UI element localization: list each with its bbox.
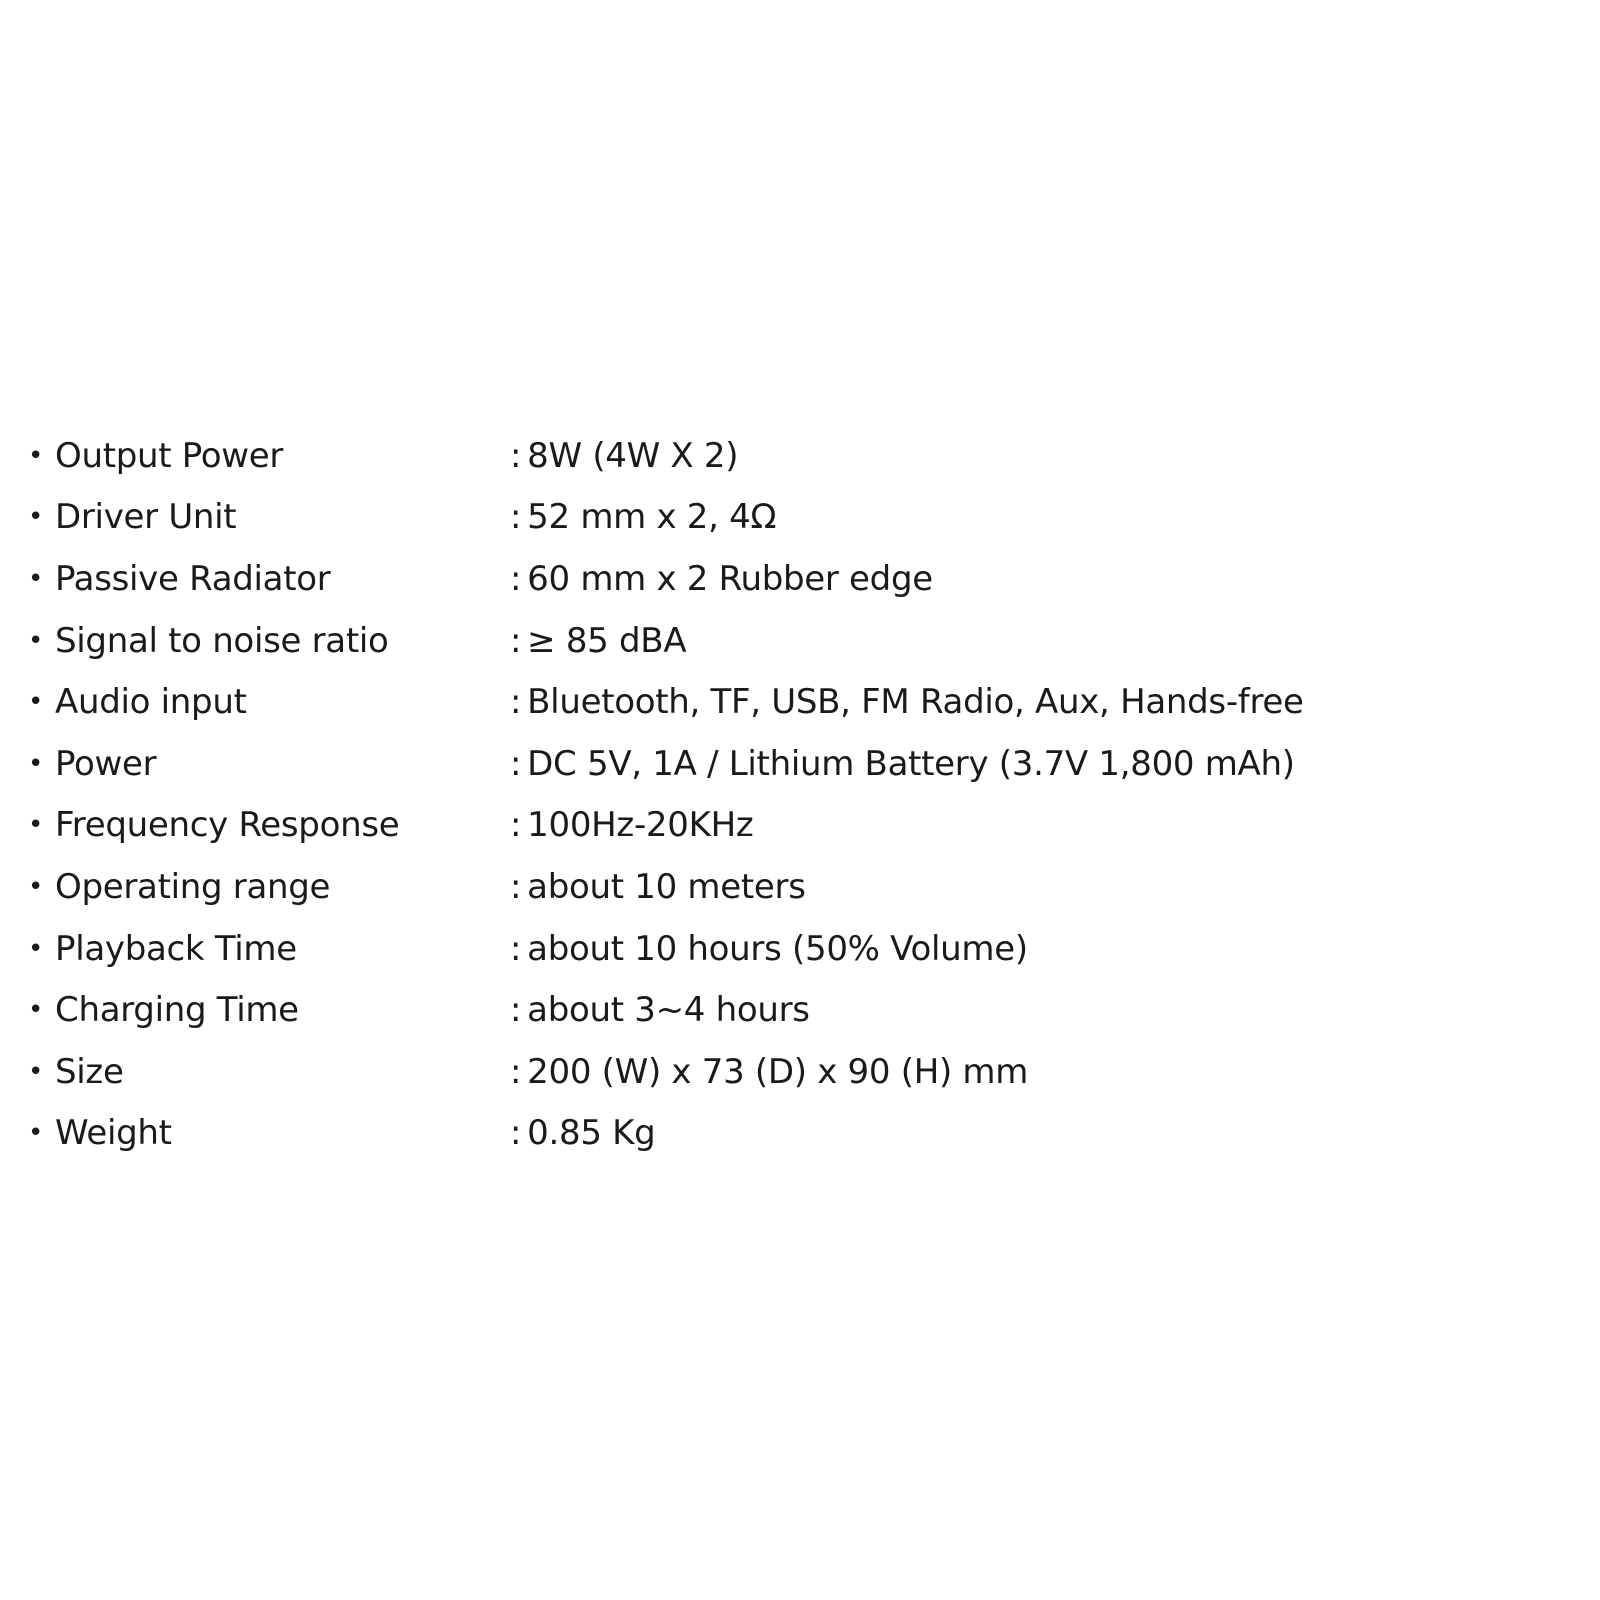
spec-label: Signal to noise ratio — [55, 620, 389, 661]
spec-label: Charging Time — [55, 990, 299, 1031]
bullet-icon: • — [28, 871, 44, 902]
spec-value-wrapper — [510, 867, 806, 907]
spec-label: Frequency Response — [55, 805, 400, 846]
spec-value-wrapper — [510, 1052, 1028, 1092]
spec-label: Power — [55, 743, 157, 784]
spec-separator: : — [510, 435, 522, 476]
spec-value: 52 mm x 2, 4Ω — [527, 497, 777, 538]
spec-separator: : — [510, 866, 522, 907]
spec-value: 60 mm x 2 Rubber edge — [527, 558, 933, 599]
spec-value-wrapper — [510, 682, 1304, 722]
spec-value-wrapper — [510, 559, 933, 599]
spec-value: 200 (W) x 73 (D) x 90 (H) mm — [527, 1051, 1029, 1092]
spec-separator: : — [510, 682, 522, 723]
spec-row-frequency-response — [28, 795, 1568, 857]
spec-value-wrapper — [510, 929, 1028, 969]
spec-value: DC 5V, 1A / Lithium Battery (3.7V 1,800 mAh) — [527, 743, 1295, 784]
spec-value-wrapper — [510, 744, 1295, 784]
spec-label: Weight — [55, 1113, 172, 1154]
spec-separator: : — [510, 805, 522, 846]
spec-label: Passive Radiator — [55, 558, 331, 599]
spec-row-driver-unit — [28, 487, 1568, 549]
spec-row-charging-time — [28, 979, 1568, 1041]
spec-row-playback-time — [28, 918, 1568, 980]
spec-row-size — [28, 1041, 1568, 1103]
spec-row-signal-to-noise — [28, 610, 1568, 672]
spec-separator: : — [510, 620, 522, 661]
bullet-icon: • — [28, 933, 44, 964]
spec-row-audio-input — [28, 671, 1568, 733]
spec-separator: : — [510, 743, 522, 784]
bullet-icon: • — [28, 1056, 44, 1087]
bullet-icon: • — [28, 810, 44, 841]
spec-value: Bluetooth, TF, USB, FM Radio, Aux, Hands-free — [527, 682, 1304, 723]
spec-value: ≥ 85 dBA — [527, 620, 687, 661]
spec-label: Size — [55, 1051, 124, 1092]
spec-list — [28, 425, 1568, 1164]
bullet-icon: • — [28, 563, 44, 594]
spec-separator: : — [510, 990, 522, 1031]
spec-value: 0.85 Kg — [527, 1113, 656, 1154]
spec-value: about 10 hours (50% Volume) — [527, 928, 1028, 969]
spec-value: 8W (4W X 2) — [527, 435, 739, 476]
spec-value-wrapper — [510, 436, 738, 476]
spec-value-wrapper — [510, 621, 686, 661]
spec-separator: : — [510, 1113, 522, 1154]
bullet-icon: • — [28, 748, 44, 779]
spec-label: Audio input — [55, 682, 247, 723]
spec-separator: : — [510, 558, 522, 599]
spec-label: Driver Unit — [55, 497, 237, 538]
spec-value: 100Hz-20KHz — [527, 805, 754, 846]
spec-row-operating-range — [28, 856, 1568, 918]
spec-separator: : — [510, 497, 522, 538]
bullet-icon: • — [28, 995, 44, 1026]
bullet-icon: • — [28, 440, 44, 471]
spec-separator: : — [510, 928, 522, 969]
spec-row-power — [28, 733, 1568, 795]
bullet-icon: • — [28, 687, 44, 718]
spec-label: Playback Time — [55, 928, 297, 969]
spec-value-wrapper — [510, 805, 753, 845]
spec-separator: : — [510, 1051, 522, 1092]
spec-value: about 3~4 hours — [527, 990, 810, 1031]
spec-value-wrapper — [510, 990, 810, 1030]
bullet-icon: • — [28, 625, 44, 656]
bullet-icon: • — [28, 502, 44, 533]
bullet-icon: • — [28, 1118, 44, 1149]
spec-value-wrapper — [510, 497, 776, 537]
spec-value-wrapper — [510, 1113, 655, 1153]
spec-row-weight — [28, 1103, 1568, 1165]
spec-row-output-power — [28, 425, 1568, 487]
spec-row-passive-radiator — [28, 548, 1568, 610]
spec-label: Operating range — [55, 866, 331, 907]
spec-label: Output Power — [55, 435, 284, 476]
spec-value: about 10 meters — [527, 866, 806, 907]
